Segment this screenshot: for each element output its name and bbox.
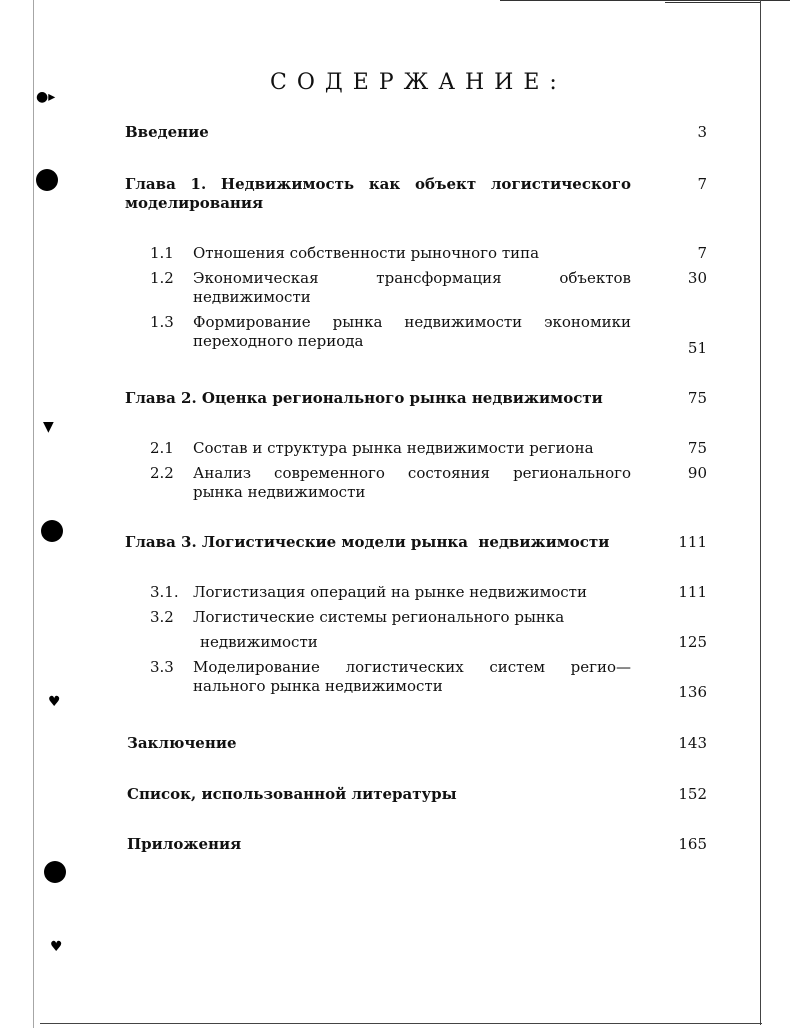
toc-section-title-cont: недвижимости — [193, 288, 311, 306]
punch-hole — [36, 169, 58, 191]
toc-section-number: 2.1 — [150, 439, 174, 457]
toc-section-page: 90 — [687, 464, 707, 482]
toc-references-page: 152 — [678, 785, 707, 803]
toc-intro-page: 3 — [697, 123, 707, 141]
scan-top-edge — [500, 0, 790, 1]
toc-section-title: Логистизация операций на рынке недвижимости — [193, 583, 587, 601]
toc-chapter-2-page: 75 — [687, 389, 707, 407]
toc-section-title-cont: недвижимости — [200, 633, 318, 651]
punch-hole — [44, 861, 66, 883]
toc-section-page: 136 — [678, 683, 707, 701]
toc-section-title-cont: переходного периода — [193, 332, 364, 350]
toc-section-title: Анализ современного состояния регионального — [193, 464, 631, 482]
toc-conclusion-page: 143 — [678, 734, 707, 752]
toc-section-title: Логистические системы регионального рынка — [193, 608, 565, 626]
toc-chapter-1: Глава 1. Недвижимость как объект логистического — [125, 175, 631, 193]
toc-section-page: 75 — [687, 439, 707, 457]
toc-appendix: Приложения — [127, 835, 242, 853]
toc-chapter-1-cont: моделирования — [125, 194, 264, 212]
toc-section-title-cont: нального рынка недвижимости — [193, 677, 443, 695]
toc-section-page: 51 — [687, 339, 707, 357]
scan-top-edge-2 — [665, 2, 760, 3]
toc-references: Список, использованной литературы — [127, 785, 457, 803]
toc-section-title: Моделирование логистических систем регио— — [193, 658, 631, 676]
page-title: СОДЕРЖАНИЕ: — [270, 70, 567, 95]
toc-section-title: Состав и структура рынка недвижимости региона — [193, 439, 594, 457]
toc-chapter-2: Глава 2. Оценка регионального рынка недвижимости — [125, 389, 603, 407]
toc-chapter-3-page: 111 — [678, 533, 707, 551]
scan-mark-icon: ♥ — [50, 939, 63, 955]
punch-hole — [41, 520, 63, 542]
toc-section-number: 3.2 — [150, 608, 174, 626]
toc-section-number: 3.1. — [150, 583, 179, 601]
toc-section-page: 125 — [678, 633, 707, 651]
toc-section-number: 2.2 — [150, 464, 174, 482]
toc-section-page: 111 — [678, 583, 707, 601]
toc-chapter-1-page: 7 — [697, 175, 707, 193]
toc-conclusion: Заключение — [127, 734, 237, 752]
scan-right-edge — [760, 0, 761, 1025]
toc-section-number: 1.3 — [150, 313, 174, 331]
toc-appendix-page: 165 — [678, 835, 707, 853]
toc-section-title-cont: рынка недвижимости — [193, 483, 366, 501]
scan-bottom-edge — [40, 1023, 762, 1024]
toc-section-title: Отношения собственности рыночного типа — [193, 244, 540, 262]
scan-margin-line — [33, 0, 34, 1028]
toc-section-page: 30 — [687, 269, 707, 287]
toc-section-number: 3.3 — [150, 658, 174, 676]
toc-intro: Введение — [125, 123, 209, 141]
scan-mark-icon: ♥ — [48, 694, 61, 710]
scan-mark-icon: ●▸ — [36, 89, 56, 105]
scan-mark-icon: ▼ — [43, 419, 54, 435]
toc-chapter-3: Глава 3. Логистические модели рынка недвижимости — [125, 533, 610, 551]
toc-section-number: 1.1 — [150, 244, 174, 262]
toc-section-page: 7 — [697, 244, 707, 262]
toc-section-number: 1.2 — [150, 269, 174, 287]
toc-section-title: Экономическая трансформация объектов — [193, 269, 631, 287]
toc-section-title: Формирование рынка недвижимости экономики — [193, 313, 631, 331]
